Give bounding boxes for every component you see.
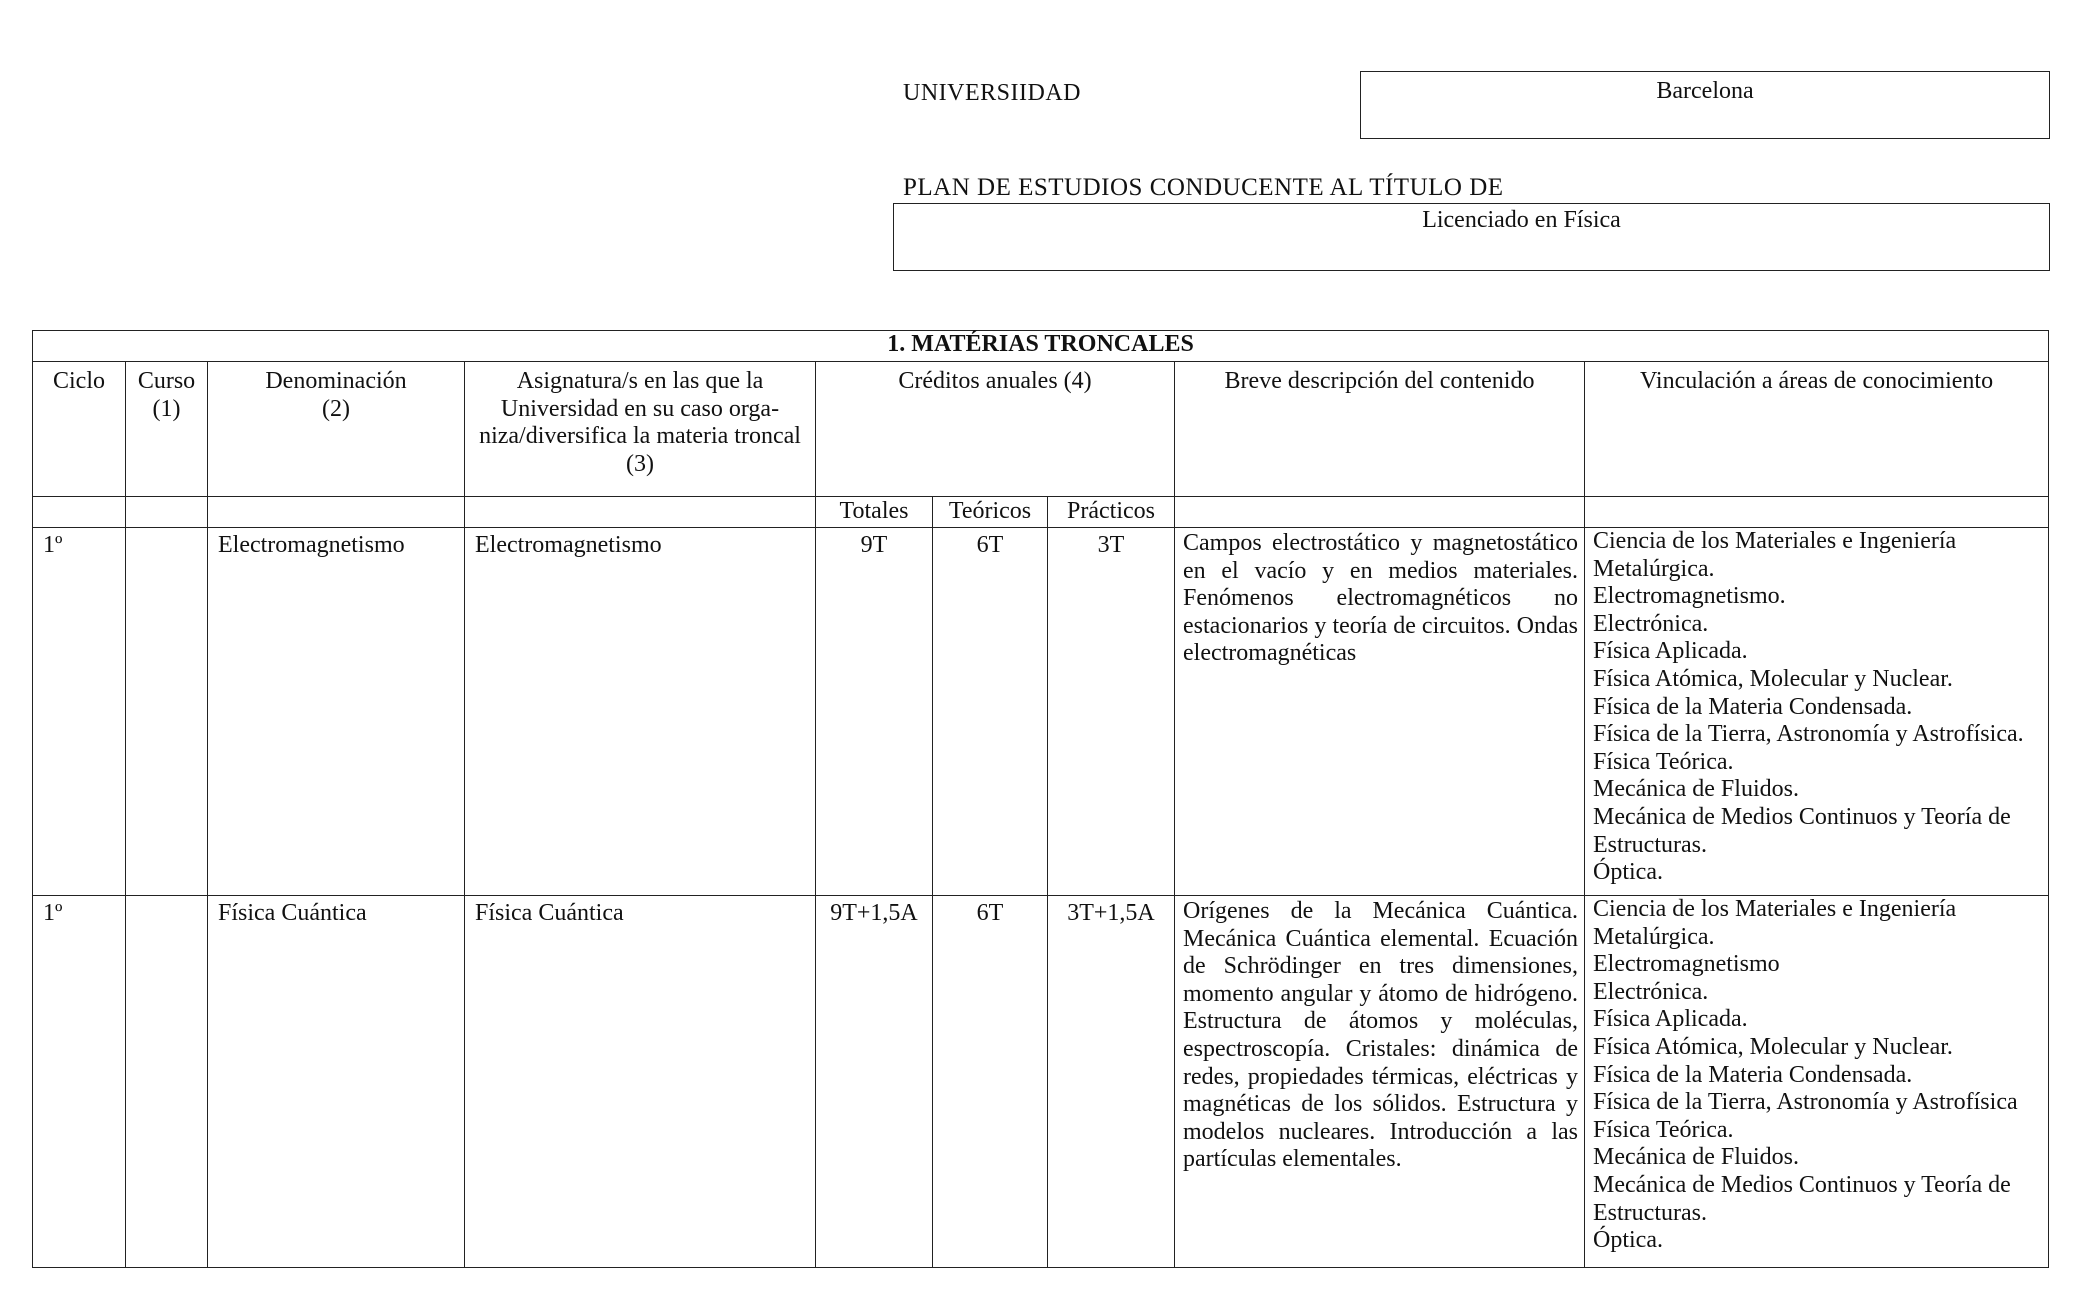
area-item: Física de la Materia Condensada. (1593, 1061, 1913, 1088)
area-item: Mecánica de Fluidos. (1593, 776, 1799, 803)
university-value: Barcelona (1656, 78, 1754, 104)
materias-table (32, 330, 2049, 1268)
col-ciclo: Ciclo (33, 362, 126, 497)
area-item: Física Atómica, Molecular y Nuclear. (1593, 1033, 1953, 1060)
area-item: Electrónica. (1593, 610, 1709, 637)
col-creditos: Créditos anuales (4) (816, 362, 1175, 497)
area-item: Física Teórica. (1593, 748, 1734, 775)
row-descripcion: Orígenes de la Mecánica Cuántica. Mecánica Cuántica elemental. Ecuación de Schrödinger en tres dimensiones, momento angular y átomo de hidrógeno. Estructura de átomos y moléculas, espectroscopía. Cristales: dinámica de redes, propiedades térmicas, eléctricas y magnéticas de los sólidos. Estructura y modelos nucleares. Introducción a las partículas elementales. (1175, 896, 1585, 1268)
area-item: Óptica. (1593, 1227, 1663, 1254)
table-title: 1. MATÉRIAS TRONCALES (33, 331, 2049, 362)
university-field (1360, 71, 2050, 139)
row-ciclo: 1º (33, 896, 126, 1268)
plan-value: Licenciado en Física (1422, 207, 1621, 233)
row-totales: 9T (816, 528, 933, 896)
row-practicos: 3T (1048, 528, 1175, 896)
area-item: Mecánica de Medios Continuos y Teoría de Estructuras. (1593, 803, 2011, 858)
row-areas (1585, 528, 2049, 896)
area-item: Ciencia de los Materiales e Ingeniería Metalúrgica. (1593, 528, 1957, 582)
area-item: Mecánica de Medios Continuos y Teoría de Estructuras. (1593, 1171, 2011, 1226)
area-item: Electromagnetismo. (1593, 583, 1786, 610)
university-label: UNIVERSIIDAD (903, 80, 1081, 106)
table-row (33, 896, 2049, 1268)
area-item: Electromagnetismo (1593, 951, 1780, 978)
area-item: Óptica. (1593, 859, 1663, 886)
plan-field (893, 203, 2050, 271)
row-denominacion: Física Cuántica (208, 896, 465, 1268)
area-item: Física Teórica. (1593, 1116, 1734, 1143)
row-totales: 9T+1,5A (816, 896, 933, 1268)
area-item: Física de la Tierra, Astronomía y Astrofísica (1593, 1089, 2018, 1116)
col-totales: Totales (816, 497, 933, 528)
row-curso (126, 896, 208, 1268)
row-denominacion: Electromagnetismo (208, 528, 465, 896)
row-asignatura: Electromagnetismo (465, 528, 816, 896)
row-descripcion: Campos electrostático y magnetostático en el vacío y en medios materiales. Fenómenos electromagnéticos no estacionarios y teoría de circuitos. Ondas electromagnéticas (1175, 528, 1585, 896)
row-teoricos: 6T (933, 528, 1048, 896)
row-areas (1585, 896, 2049, 1268)
area-item: Electrónica. (1593, 978, 1709, 1005)
col-denominacion: Denominación (2) (208, 362, 465, 497)
plan-label: PLAN DE ESTUDIOS CONDUCENTE AL TÍTULO DE (903, 174, 1504, 201)
row-practicos: 3T+1,5A (1048, 896, 1175, 1268)
area-item: Física Aplicada. (1593, 638, 1748, 665)
area-item: Física Atómica, Molecular y Nuclear. (1593, 665, 1953, 692)
row-curso (126, 528, 208, 896)
col-curso: Curso (1) (126, 362, 208, 497)
row-ciclo: 1º (33, 528, 126, 896)
row-asignatura: Física Cuántica (465, 896, 816, 1268)
area-item: Física de la Tierra, Astronomía y Astrofísica. (1593, 721, 2024, 748)
area-item: Mecánica de Fluidos. (1593, 1144, 1799, 1171)
area-item: Física de la Materia Condensada. (1593, 693, 1913, 720)
col-descripcion: Breve descripción del contenido (1175, 362, 1585, 497)
col-asignatura: Asignatura/s en las que la Universidad en su caso orga-niza/diversifica la materia troncal (3) (465, 362, 816, 497)
row-teoricos: 6T (933, 896, 1048, 1268)
col-vinculacion: Vinculación a áreas de conocimiento (1585, 362, 2049, 497)
col-teoricos: Teóricos (933, 497, 1048, 528)
area-item: Física Aplicada. (1593, 1006, 1748, 1033)
table-row (33, 528, 2049, 896)
col-practicos: Prácticos (1048, 497, 1175, 528)
area-item: Ciencia de los Materiales e Ingeniería Metalúrgica. (1593, 896, 1957, 950)
